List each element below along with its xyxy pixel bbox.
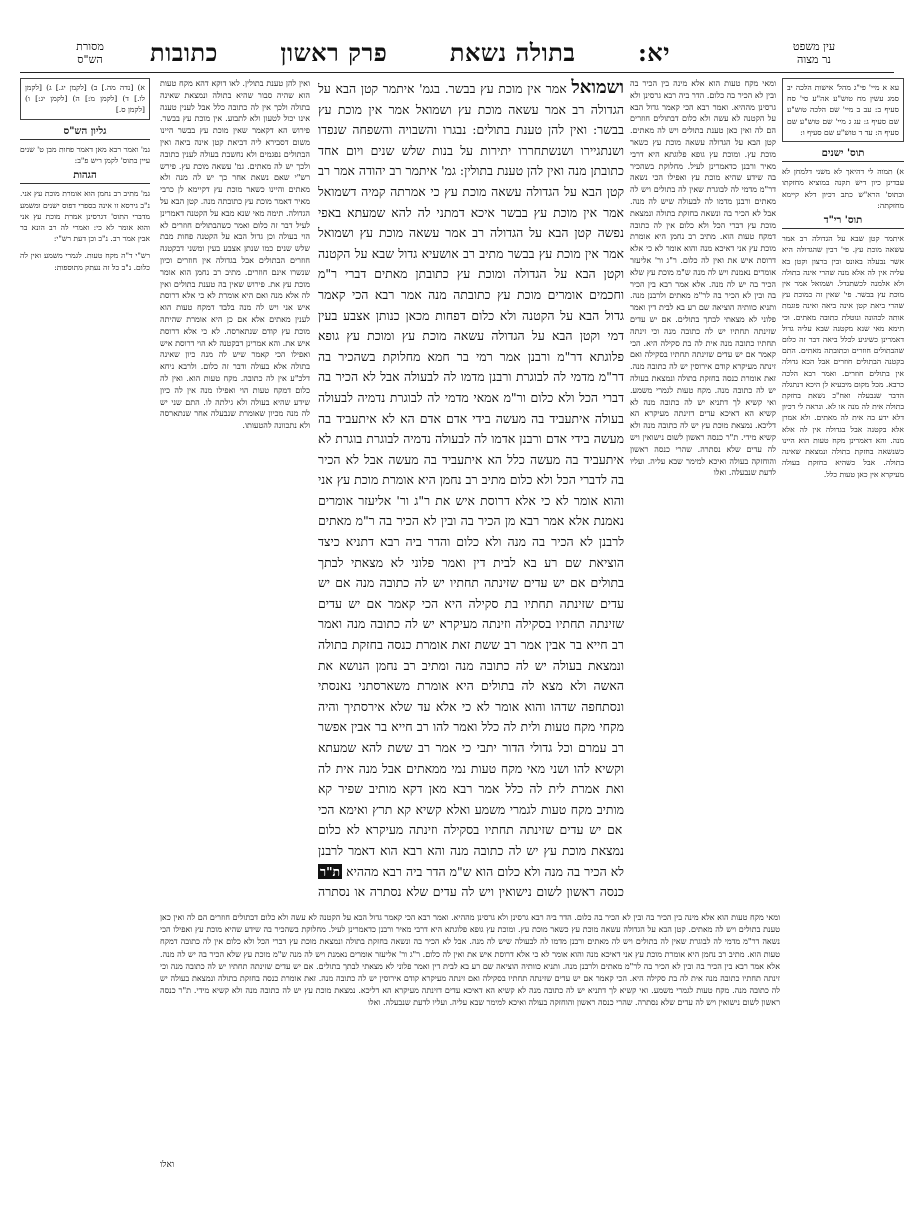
header-rule: [20, 72, 894, 73]
tosafot-yeshanim-text: א) תמוה לי דהיאך לא משני דלמחן לא עבדינן כיון דיש תקנה במוציא מחזקתו ובתוס' הרא"ש כתב דכיון דלא קיימא מחזקתה:: [782, 167, 904, 210]
ein-mishpat-label: עין משפט נר מצוה: [792, 40, 836, 66]
rashi-text: ומאי מקח טעות הוא אלא מינה בין הכיר בה ובין לא הכיר בה כלום. הדר ביה רבא גרסינן ולא גרסינן מההיא. ואמר רבא הכי קאמר גדול הבא על הקטנה לא עשה ולא כלום דבתולים חוזרים הם לה ואין כאן טענת בתולים ויש לה מאתים. קטן הבא על הגדולה עשאה מוכת עץ כשאר מוכת עץ. ומוכת עץ גופא פלוגתא היא דרבי מאיר ורבנן כדאמרינן לעיל. מחלוקת בשהכיר בה שידע שהיא מוכת עץ ואפילו הכי נשאה דר"מ מדמי לה לבוגרת שאין לה בתולים ויש לה מאתים ורבנן מדמו לה לבעולה שיש לה מנה. אבל לא הכיר בה ונשאה בחזקת בתולה ונמצאת מוכת עץ דברי הכל ולא כלום אין לה כתובה דמקח טעות הוא. מתיב רב נחמן היא אומרת מוכת עץ אני דאיכא מנה והוא אומר לא כי אלא דרוסת איש את ואין לה כלום. ר"ג ור' אליעזר אומרים נאמנת ויש לה מנה ש"מ מוכת עץ שלא הכיר בה יש לה מנה. אלא אמר רבא בין הכיר בה ובין לא הכיר בה לר"מ מאתים ולרבנן מנה. ותניא כוותיה הוציאה שם רע בא לבית דין ואמר פלוני לא מצאתי לבתך בתולים. אם יש עדים שזינתה תחתיו יש לה כתובה מנה וכי זינתה תחתיו כתובה מנה אית לה בת סקילה היא. הכי קאמר אם יש עדים שזינתה תחתיו בסקילה ואם זינתה מעיקרא קודם אירוסין יש לה כתובה מנה. זאת אומרת כנסה בחזקת בתולה ונמצאת בעולה יש לה כתובה מנה. מקח טעות לגמרי משמע. ואי קשיא לך דתניא יש לה כתובה מנה לא קשיא הא דאיכא עדים דזינתה מעיקרא הא דליכא. נמצאת מוכת עץ יש לה כתובה מנה ולא קשיא מידי. ת"ר כנסה ראשון לשום נישואין ויש לה עדים שלא נסתרה. שהרי כנסה ראשון והוחזקה בעולה ואיכא למימר שבא עליה. ועליו לדעת שנבעלה. ואלו: [630, 79, 776, 478]
tosafot-rid-text: איתמר קטן שבא על הגדולה רב אמר עשאה מוכת עץ. פי' דבין שהגדולה היא אשר נבעלה באונס ובין ברצון וקטן בא עליה אין לה אלא מנה שהרי אינה בתולה ולא אלמנה לכשתגדל. ושמואל אמר אין מוכת עץ בבשר. פי' שאין זה כמוכת עץ שהרי ביאת קטן אינה ביאה ואינה פוגמת אותה לכהונה ונוטלת כתובה מאתים. וכי תימא מאי שנא מקטנה שבא עליה גדול דאמרינן כשיגיע לכלל ביאה דבר זה כלום שהבתולים חוזרים וכתובתה מאתים. התם בקטנה הבתולים חוזרים אבל הכא גדולה אין בתולים חוזרים. ואמר רבא הלכה כרבא. מכל מקום מיבעיא לן היכא דנתגלה הדבר שנבעלה ואח"כ נשאת בחזקת בתולה אית לה מנה או לא. ונראה לי דכיון דלא ידע בה אית לה מאתים. ולא אמרן אלא בקטנה אבל בגדולה אין לה אלא מנה. והא דאמרינן מקח טעות הוא היינו כשנשאה בחזקת בתולה ונמצאת שאינה בתולה. אבל כשהיא בחזקת בעולה מעיקרא אין כאן טעות כלל.: [782, 234, 904, 479]
opening-word: ושמואל: [571, 78, 624, 98]
gemara-main-text: [318, 78, 624, 898]
rashi-continuation-text: ומאי מקח טעות הוא אלא מינה בין הכיר בה ובין לא הכיר בה כלום. הדר ביה רבא גרסינן ולא גרסינן מההיא. ואמר רבא הכי קאמר גדול הבא על הקטנה לא עשה ולא כלום דבתולים חוזרים הם לה ואין כאן טענת בתולים ויש לה מאתים. קטן הבא על הגדולה עשאה מוכת עץ כשאר מוכת עץ. ומוכת עץ גופא פלוגתא היא דרבי מאיר ורבנן כדאמרינן לעיל. מחלוקת בשהכיר בה שידע שהיא מוכת עץ ואפילו הכי נשאה דר"מ מדמי לה לבוגרת שאין לה בתולים ויש לה מאתים ורבנן מדמו לה לבעולה שיש לה מנה. אבל לא הכיר בה ונשאה בחזקת בתולה ונמצאת מוכת עץ דברי הכל ולא כלום אין לה כתובה דמקח טעות הוא. מתיב רב נחמן היא אומרת מוכת עץ אני דאיכא מנה והוא אומר לא כי אלא דרוסת איש את ואין לה כלום. ר"ג ור' אליעזר אומרים נאמנת ויש לה מנה ש"מ מוכת עץ שלא הכיר בה יש לה מנה. אלא אמר רבא בין הכיר בה ובין לא הכיר בה לר"מ מאתים ולרבנן מנה. ותניא כוותיה הוציאה שם רע בא לבית דין ואמר פלוני לא מצאתי לבתך בתולים. אם יש עדים שזינתה תחתיו יש לה כתובה מנה וכי זינתה תחתיו כתובה מנה אית לה בת סקילה היא. הכי קאמר אם יש עדים שזינתה תחתיו בסקילה ואם זינתה מעיקרא קודם אירוסין יש לה כתובה מנה. זאת אומרת כנסה בחזקת בתולה ונמצאת בעולה יש לה כתובה מנה. מקח טעות לגמרי משמע. ואי קשיא לך דתניא יש לה כתובה מנה לא קשיא הא דאיכא עדים דזינתה מעיקרא הא דליכא. נמצאת מוכת עץ יש לה כתובה מנה ולא קשיא מידי. ת"ר כנסה ראשון לשום נישואין ויש לה עדים שלא נסתרה. שהרי כנסה ראשון והוחזקה בעולה ואיכא למימר שבא עליה. ועליו לדעת שנבעלה. ואלו: [160, 913, 780, 1008]
masoret-label: מסורת הש"ס: [76, 40, 104, 66]
gilyon-heading: גליון הש"ס: [20, 126, 150, 140]
tanu-rabanan-tag: ת"ר: [320, 863, 341, 879]
gemara-text-b: אדם הא לא איתעביד בה מעשה בידי אדם ורבנן אדמו לה לבעולה נדמיה לבוגרת בוגרת לא איתעביד בה מעשה כלל הא איתעביד בה מעשה אבל לא הכיר בה לדברי הכל ולא כלום מתיב רב נחמן היא אומרת מוכת עץ אני והוא אומר לא כי אלא דרוסת איש את ר"ג ור' אליעזר אומרים נאמנת אלא אמר רבא מן הכיר בה ובין לא הכיר בה ר"מ מאתים לרבנן לא הכיר בה מנה ולא כלום והדר ביה רבא דתניא כיצד הוציאת שם רע בא לבית דין ואמר פלוני לא מצאתי לבתך בתולים אם יש עדים שזינתה תחתיו יש לה כתובה מנה אם יש עדים שזינתה תחתיו בת סקילה היא הכי קאמר אם יש עדים שזינתה תחתיו בסקילה וזינתה מעיקרא יש לה כתובה מנה ואמר רב חייא בר אבין אמר רב ששת זאת אומרת כנסה בחזקת בתולה ונמצאת בעולה יש לה כתובה מנה ומתיב רב נחמן הנושא את האשה ולא מצא לה בתולים היא אומרת משארסתני נאנסתי ונסתחפה שדהו והוא אומר לא כי אלא עד שלא אירסתיך והיה מקחי מקח טעות ולית לה כלל ואמר להו רב חייא בר אבין אפשר רב עמרם וכל גדולי הדור יתבי כי אמר רב ששת להא שמעתא וקשיא להו ושני מאי מקח טעות נמי ממאתים אבל מנה אית לה ואת אמרת לית לה כלל אמר רבא מאן דקא מותיב שפיר קא מותיב מקח טעות לגמרי משמע ואלא קשיא קא תרץ ואימא הכי אם יש עדים שזינתה תחתיו בסקילה וזינתה מעיקרא לא כלום: [318, 410, 624, 838]
page-header: [150, 36, 670, 70]
masoret-text: א) [נדה מה.] ב) [לקמן יג.] ג) [לקמן לו.] ד) [לקמן מ:] ה) [לקמן יג:] ו) [לקמן ס.]: [25, 83, 145, 115]
gemara-text-d: כנסה ראשון לשום נישואין ויש לה עדים שלא נסתרה או נסתרה: [318, 884, 624, 898]
rashi-hashalem-text: רש"י ד"ה מקח טעות. לגמרי משמע ואין לה כלום. נ"ב כל זה נעתק מתוספות:: [20, 251, 150, 272]
tractate-name: כתובות: [150, 38, 218, 67]
left-outer-column: [20, 78, 150, 478]
perek-label: פרק ראשון: [280, 38, 388, 67]
hagahot-heading: הגהות: [20, 170, 150, 184]
rashi-continuation: [160, 904, 780, 1154]
folio-number: יא:: [637, 38, 670, 67]
tosafot-column: [160, 78, 310, 898]
rashi-column: [630, 78, 776, 898]
gemara-paragraph: [318, 78, 624, 898]
right-outer-column: [782, 78, 904, 1138]
gilyon-text: גמ' ואמר רבא מאן דאמר פחות מבן ט' שנים עיין בתוס' לקמן ריש פ"ב:: [20, 144, 150, 166]
tosafot-rid-heading: תוס' רי"ד: [782, 215, 904, 229]
catchword: [160, 1160, 220, 1174]
ein-mishpat-text: עא א מיי' פי"ג מהל' אישות הלכה יב סמג עשין מח טוש"ע אה"ע סי' סח סעיף ב: עב ב מיי' שם הלכה טוש"ע שם סעיף ג: עג ג מיי' שם טוש"ע שם סעיף ה: עד ד טוש"ע שם סעיף ו:: [787, 83, 899, 137]
chapter-name: בתולה נשאת: [449, 38, 576, 67]
gemara-text-c: נמצאת מוכת עץ יש לה כתובה מנה והא רבא הוא דאמר לרבנן לא הכיר בה מנה ולא כלום הוא ש"מ הדר ביה רבא מההיא: [318, 842, 624, 879]
hagahot-text: גמ' מתיב רב נחמן הוא אומרת מוכת עץ אני. נ"ב גירסא זו אינה בספרי דפוס ישנים ומשמע מדברי התוס' דגרסינן אמרת מוכת עץ אני והוא אומר לא כי: ואמרי לה רב הונא בר אבין אמר רב. נ"ב וכן דעת רש"י:: [20, 189, 150, 244]
gemara-text-a: אמר אין מוכת עץ בבשר. בגמ' איתמר קטן הבא על הגדולה רב אמר עשאה מוכת עץ ושמואל אמר אין מוכת עץ בבשר: ואין להן טענת בתולים: נבגרו והשבויה והשפחה שנפדו ושנתגיירו ושנשתחררו יתירות על בנות שלש שנים ויום אחד כתובתן מנה ואין להן טענת בתולין: גמ' איתמר רב יהודה אמר רב קטן הבא על הגדולה עשאה מוכת עץ כי אמרתה קמיה דשמואל אמר אין מוכת עץ בבשר איכא דמתני לה להא שמעתא באפי נפשה קטן הבא על הגדולה רב אמר עשאה מוכת עץ ושמואל אמר אין מוכת עץ בבשר מתיב רב אושעיא גדול שבא על הקטנה וקטן הבא על הגדולה ומוכת עץ כתובתן מאתים דברי ר"מ וחכמים אומרים מוכת עץ כתובתה מנה אמר רבא הכי קאמר גדול הבא על הקטנה ולא כלום דפחות מכאן כנותן אצבע בעין דמי וקטן הבא על הגדולה עשאה מוכת עץ ומוכת עץ גופא פלוגתא דר"מ ורבנן אמר רמי בר חמא מחלוקת בשהכיר בה דר"מ מדמי לה לבוגרת ורבנן מדמו לה לבעולה אבל לא הכיר בה דברי הכל ולא כלום ור"מ אמאי מדמי לה לבוגרת נדמיה לבעולה בעולה איתעביד בה מעשה בידי אדם: [318, 81, 624, 426]
ein-mishpat-box: [782, 78, 904, 142]
tosafot-yeshanim-heading: תוס' ישנים: [782, 148, 904, 162]
tosafot-text: ואין להן טענת בתולין. לאו דוקא דהא מקח טעות הוא שהיה סבור שהיא בתולה ונמצאת שאינה בתולה ולכך אין לה כתובה כלל אבל לענין טענה אינו יכול לטעון ולא לתבוע. אין מוכת עץ בבשר. פירוש הא דקאמר שאין מוכת עץ בבשר היינו משום דסבירא ליה דביאת קטן אינה ביאה ואין הבתולים נפגמים ולא נחשבת בעולה לענין כתובה ולכך יש לה מאתים. גמ' עשאה מוכת עץ. פירש רש"י שאם נשאת אחר כך יש לה מנה ולא מאתים והיינו כשאר מוכת עץ דקיימא לן כרבי מאיר דאמר מוכת עץ כתובתה מנה. קטן הבא על הגדולה. תימה מאי שנא מבא על הקטנה דאמרינן לעיל דבר זה כלום ואמר כשהבתולים חוזרים לא הוי בעולה וכן גדול הבא על הקטנה פחות מבת שלש שנים כמו שנתן אצבע בעין ומשני דבקטנה חוזרים הבתולים אבל בגדולה אין חוזרים וכיון שנשרו אינם חוזרים. מתיב רב נחמן הוא אומר מוכת עץ את. פירוש שאין בה טענת בתולים ואין לה אלא מנה ואם היא אומרת לא כי אלא דרוסת איש אני ויש לה מנה בלבד דמקח טעות הוא לענין מאתים אלא אם כן היא אומרת שהיתה מוכת עץ קודם שנתארסה. לא כי אלא דרוסת איש את. והא אמרינן דבקטנה לא הוי דרוסת איש ואפילו הכי קאמר שיש לה מנה כיון שאינה בתולה אלא בעולה ודבר זה כלום. ולרבא ניחא דלכ"ע אין לה כתובה. מקח טעות הוא. ואין לה כלום דמקח טעות הוי ואפילו מנה אין לה כיון שידע שהיא בעולה ולא גילתה לו. התם שני יש לה מנה מכיון שאומרת שנבעלה אחר שנתארסה ולא נתכוונה להטעותו.: [160, 79, 310, 431]
catchword-text: ואלו: [160, 1160, 175, 1170]
masoret-box: [20, 78, 150, 120]
